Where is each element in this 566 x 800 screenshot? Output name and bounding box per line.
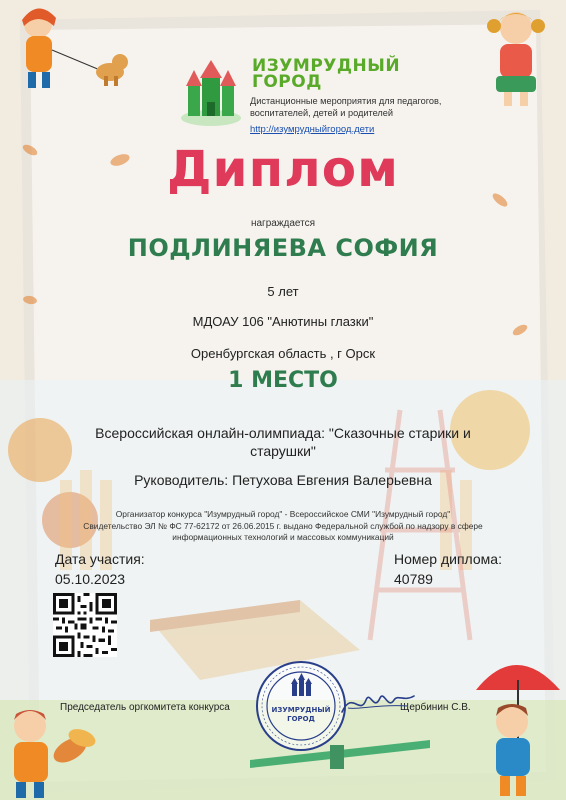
stamp-center-line2: ГОРОД	[287, 715, 315, 723]
brand-subtitle: Дистанционные мероприятия для педагогов, воспитателей, детей и родителей	[250, 96, 442, 118]
date-label: Дата участия:	[55, 551, 145, 567]
recipient-age: 5 лет	[267, 284, 299, 299]
leader-name: Руководитель: Петухова Евгения Валерьевна	[134, 472, 432, 488]
qr-code[interactable]	[53, 593, 117, 657]
organizer-line3: информационных технологий и массовых коммуникаций	[172, 532, 394, 542]
diploma-number-value: 40789	[394, 571, 433, 587]
contest-name: Всероссийская онлайн-олимпиада: "Сказочные старики и старушки"	[95, 425, 471, 459]
girl-with-umbrella-illustration	[466, 650, 566, 800]
recipient-name: ПОДЛИНЯЕВА СОФИЯ	[127, 234, 439, 262]
girl-with-dog-illustration	[0, 0, 140, 100]
organizer-line1: Организатор конкурса "Изумрудный город" - Всероссийское СМИ "Изумрудный город"	[115, 509, 451, 519]
castle-logo-icon	[180, 58, 242, 126]
stamp-center-line1: ИЗУМРУДНЫЙ	[271, 706, 331, 714]
recipient-institution: МДОАУ 106 "Анютины глазки"	[192, 314, 374, 329]
brand-website-link[interactable]: http://изумрудныйгород.дети	[250, 124, 375, 135]
handwritten-signature	[338, 682, 418, 722]
diploma-title: Диплом	[167, 140, 399, 198]
brand-title-line1: ИЗУМРУДНЫЙ	[252, 56, 401, 76]
official-stamp	[255, 660, 347, 752]
girl-with-pigtails-illustration	[460, 0, 566, 110]
diploma-number-label: Номер диплома:	[394, 551, 502, 567]
date-value: 05.10.2023	[55, 571, 126, 587]
organizer-info	[70, 509, 496, 544]
awarded-label: награждается	[250, 218, 316, 229]
organizer-line2: Свидетельство ЭЛ № ФС 77-62172 от 26.06.2015 г. выдано Федеральной службой по надзору в сфере	[83, 520, 483, 531]
award-place: 1 МЕСТО	[228, 368, 338, 393]
brand-title	[252, 58, 412, 90]
chairman-label: Председатель оргкомитета конкурса	[60, 702, 230, 713]
recipient-location: Оренбургская область , г Орск	[190, 346, 376, 361]
brand-title-line2: ГОРОД	[252, 72, 322, 92]
signer-name: Щербинин С.В.	[400, 702, 471, 713]
